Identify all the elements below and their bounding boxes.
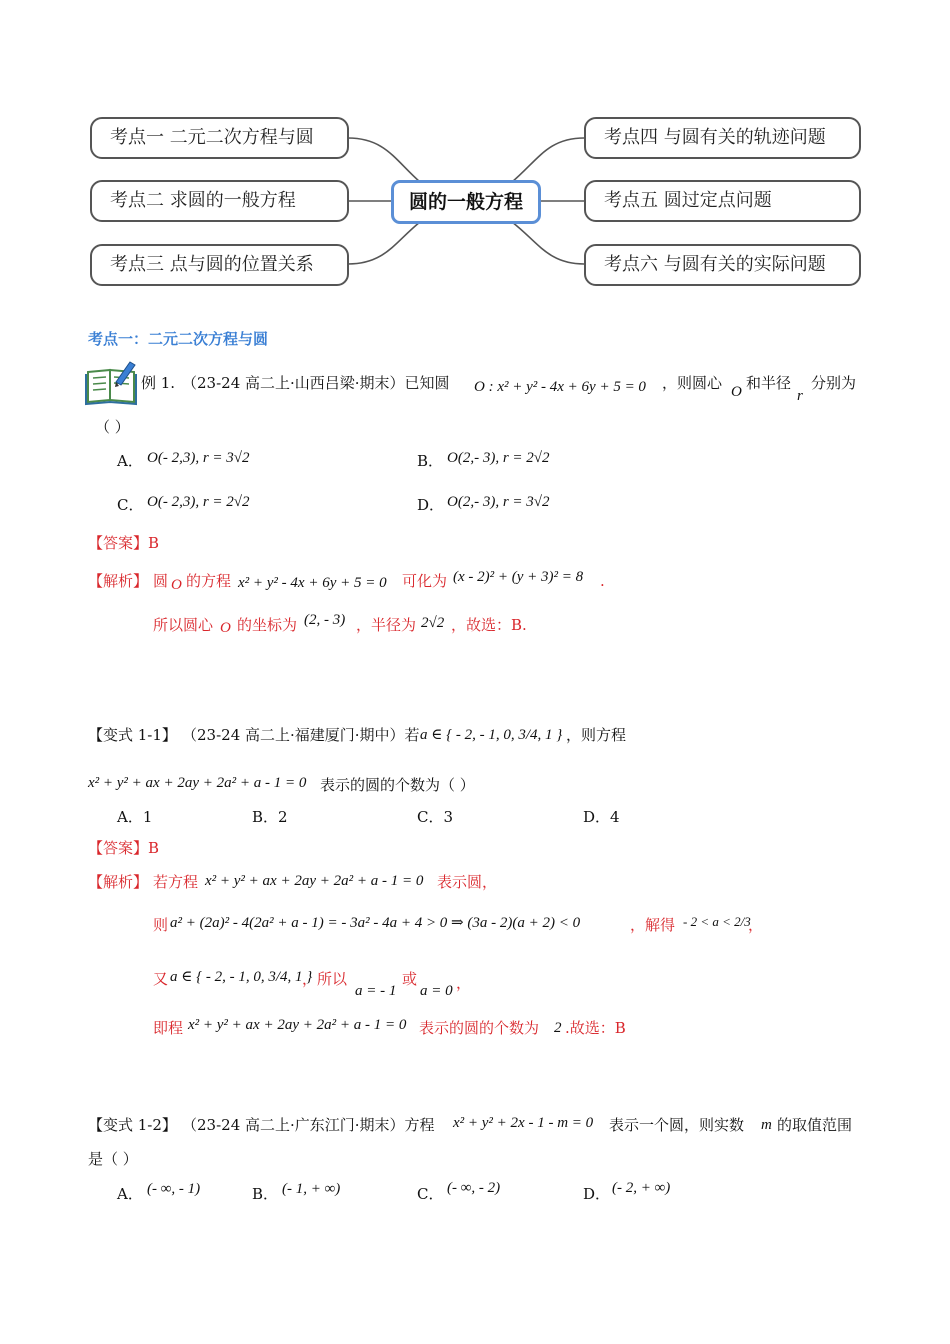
analysis-1-d: . bbox=[600, 572, 605, 590]
variant-1-1-l2a: 则 bbox=[153, 916, 169, 934]
variant-1-1-l1eq: x² + y² + ax + 2ay + 2a² + a - 1 = 0 bbox=[205, 873, 424, 889]
variant-1-2-label: 【变式 1-2】 bbox=[88, 1116, 177, 1134]
variant-1-1-label: 【变式 1-1】 bbox=[88, 726, 177, 744]
variant-1-1-l1a: 若方程 bbox=[153, 873, 199, 891]
option-a-text: O(- 2,3), r = 3√2 bbox=[147, 450, 250, 466]
variant-1-1-l3c: 或 bbox=[402, 970, 418, 988]
variant-1-2-option-d-label[interactable]: D． bbox=[583, 1185, 611, 1203]
variant-1-2-line2: 是（ ） bbox=[88, 1150, 138, 1168]
variant-1-1-l4n: 2 bbox=[554, 1020, 562, 1036]
analysis-2-b: 的坐标为 bbox=[237, 616, 298, 634]
example-1-answer: 【答案】B bbox=[88, 534, 160, 552]
variant-1-1-l2eq2: - 2 < a < 2/3 bbox=[683, 914, 751, 929]
mindmap-node-1: 考点一 二元二次方程与圆 bbox=[90, 117, 349, 159]
variant-1-1-l4eq: x² + y² + ax + 2ay + 2a² + a - 1 = 0 bbox=[188, 1017, 407, 1033]
variant-1-2-option-c-text: (- ∞, - 2) bbox=[447, 1180, 501, 1196]
option-b-label[interactable]: B． bbox=[417, 452, 444, 470]
analysis-1-O: O bbox=[171, 577, 182, 593]
variant-1-1-tail: ，则方程 bbox=[566, 726, 627, 744]
variant-1-2-equation: x² + y² + 2x - 1 - m = 0 bbox=[453, 1115, 594, 1131]
variant-1-2-source: （23-24 高二上·广东江门·期末）方程 bbox=[182, 1116, 435, 1134]
mindmap-node-3: 考点三 点与圆的位置关系 bbox=[90, 244, 349, 286]
option-d-label[interactable]: D． bbox=[417, 496, 445, 514]
variant-1-1-l2b: ，解得 bbox=[630, 916, 676, 934]
analysis-2-r: 2√2 bbox=[421, 615, 445, 631]
example-1-analysis-tag: 【解析】 bbox=[88, 572, 149, 590]
analysis-2-c: ，半径为 bbox=[356, 616, 417, 634]
variant-1-1-answer: 【答案】B bbox=[88, 839, 160, 857]
example-1-and: 和半径 bbox=[746, 374, 792, 392]
variant-1-2-option-a-text: (- ∞, - 1) bbox=[147, 1181, 201, 1197]
variant-1-1-l3b: ，所以 bbox=[302, 970, 348, 988]
variant-1-1-source: （23-24 高二上·福建厦门·期中）若 bbox=[182, 726, 420, 744]
mindmap-node-5: 考点五 圆过定点问题 bbox=[584, 180, 861, 222]
variant-1-1-option-c[interactable]: C．3 bbox=[417, 808, 454, 826]
variant-1-1-l3eq: a ∈ { - 2, - 1, 0, 3/4, 1 } bbox=[170, 969, 313, 985]
variant-1-1-l3d: ， bbox=[456, 974, 472, 992]
example-1-paren: （ ） bbox=[95, 418, 130, 436]
variant-1-2-option-d-text: (- 2, + ∞) bbox=[612, 1180, 671, 1196]
analysis-2-O: O bbox=[220, 620, 231, 636]
analysis-1-b: 的方程 bbox=[186, 572, 232, 590]
analysis-2-d: ，故选：B. bbox=[451, 616, 527, 634]
example-1-label: 例 1. bbox=[141, 374, 176, 392]
variant-1-1-l1b: 表示圆， bbox=[437, 873, 498, 891]
variant-1-1-option-d[interactable]: D．4 bbox=[583, 808, 620, 826]
mindmap-center: 圆的一般方程 bbox=[391, 180, 541, 224]
variant-1-1-l3eq3: a = 0 bbox=[420, 983, 453, 999]
example-1-O: O bbox=[731, 384, 742, 400]
variant-1-1-l3a: 又 bbox=[153, 970, 169, 988]
variant-1-1-equation: x² + y² + ax + 2ay + 2a² + a - 1 = 0 bbox=[88, 775, 307, 791]
variant-1-2-option-b-text: (- 1, + ∞) bbox=[282, 1181, 341, 1197]
analysis-2-point: (2, - 3) bbox=[304, 612, 346, 628]
variant-1-2-m: m bbox=[761, 1117, 772, 1133]
variant-1-1-option-b[interactable]: B．2 bbox=[252, 808, 288, 826]
analysis-2-a: 所以圆心 bbox=[153, 616, 214, 634]
example-1-tail: 分别为 bbox=[811, 374, 857, 392]
variant-1-1-l2eq: a² + (2a)² - 4(2a² + a - 1) = - 3a² - 4a + 4 > 0 ⇒ (3a - 2)(a + 2) < 0 bbox=[170, 915, 581, 931]
option-c-label[interactable]: C． bbox=[117, 496, 144, 514]
variant-1-2-option-a-label[interactable]: A． bbox=[117, 1185, 143, 1203]
variant-1-1-question: 表示的圆的个数为（ ） bbox=[320, 776, 475, 794]
variant-1-1-l2c: ， bbox=[748, 916, 764, 934]
mindmap-node-2: 考点二 求圆的一般方程 bbox=[90, 180, 349, 222]
analysis-1-eq2: (x - 2)² + (y + 3)² = 8 bbox=[453, 569, 584, 585]
variant-1-1-l3eq2: a = - 1 bbox=[355, 983, 397, 999]
analysis-1-eq: x² + y² - 4x + 6y + 5 = 0 bbox=[238, 575, 387, 591]
option-c-text: O(- 2,3), r = 2√2 bbox=[147, 494, 250, 510]
variant-1-1-l4b: 表示的圆的个数为 bbox=[419, 1019, 540, 1037]
example-1-mid: ，则圆心 bbox=[662, 374, 723, 392]
example-1-equation: O : x² + y² - 4x + 6y + 5 = 0 bbox=[474, 379, 646, 395]
variant-1-2-tail: 的取值范围 bbox=[777, 1116, 853, 1134]
option-d-text: O(2,- 3), r = 3√2 bbox=[447, 494, 550, 510]
mindmap-node-4: 考点四 与圆有关的轨迹问题 bbox=[584, 117, 861, 159]
example-1-r: r bbox=[797, 388, 803, 404]
variant-1-2-option-b-label[interactable]: B． bbox=[252, 1185, 279, 1203]
mindmap-node-6: 考点六 与圆有关的实际问题 bbox=[584, 244, 861, 286]
variant-1-2-option-c-label[interactable]: C． bbox=[417, 1185, 444, 1203]
variant-1-1-l4c: .故选：B bbox=[565, 1019, 626, 1037]
analysis-1-c: 可化为 bbox=[402, 572, 448, 590]
option-b-text: O(2,- 3), r = 2√2 bbox=[447, 450, 550, 466]
section-heading: 考点一：二元二次方程与圆 bbox=[88, 330, 269, 348]
variant-1-1-l4a: 即程 bbox=[153, 1019, 184, 1037]
variant-1-1-set: a ∈ { - 2, - 1, 0, 3/4, 1 } bbox=[420, 727, 563, 743]
variant-1-1-analysis-tag: 【解析】 bbox=[88, 873, 149, 891]
variant-1-2-mid: 表示一个圆，则实数 bbox=[609, 1116, 745, 1134]
variant-1-1-option-a[interactable]: A．1 bbox=[117, 808, 153, 826]
option-a-label[interactable]: A． bbox=[117, 452, 143, 470]
analysis-1-a: 圆 bbox=[153, 572, 169, 590]
example-1-source: （23-24 高二上·山西吕梁·期末）已知圆 bbox=[182, 374, 450, 392]
